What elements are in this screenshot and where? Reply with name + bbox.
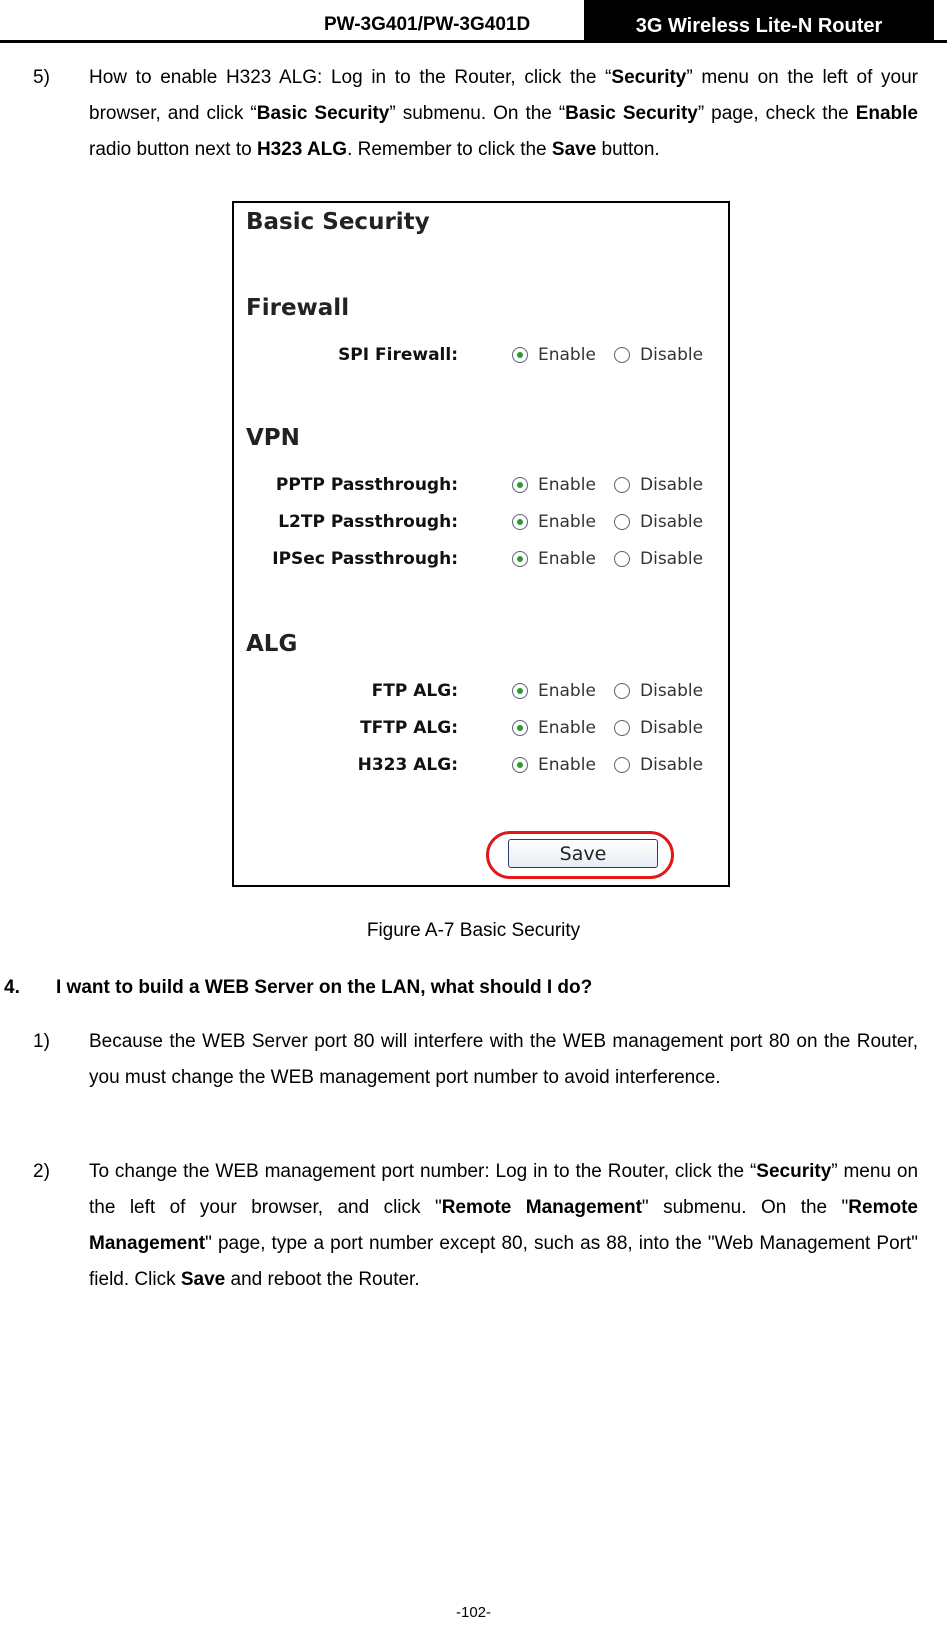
radio-unselected-icon[interactable] (614, 477, 630, 493)
radio-selected-icon[interactable] (512, 683, 528, 699)
radio-selected-icon[interactable] (512, 347, 528, 363)
step-text: How to enable H323 ALG: Log in to the Router, click the “Security” menu on the left of your browser, and click “Basic Security” submenu. On the “Basic Security” page, check the Enable radio button next to H323 ALG. Remember to click the Save button. (89, 67, 918, 160)
figure-page-title: Basic Security (246, 209, 430, 235)
row-h323-alg (234, 751, 728, 781)
disable-radio[interactable]: Disable (614, 681, 703, 701)
page-header (0, 0, 947, 44)
step-number: 1) (33, 1031, 50, 1052)
step-1 (33, 1024, 918, 1096)
section-heading-vpn: VPN (246, 425, 300, 451)
step-2 (33, 1154, 918, 1298)
row-label: H323 ALG: (357, 755, 458, 775)
row-pptp-passthrough (234, 471, 728, 501)
step-text: Because the WEB Server port 80 will interfere with the WEB management port 80 on the Router, you must change the WEB management port number to avoid interference. (89, 1031, 918, 1088)
step-number: 2) (33, 1161, 50, 1182)
enable-radio[interactable]: Enable (512, 681, 596, 701)
radio-unselected-icon[interactable] (614, 514, 630, 530)
row-l2tp-passthrough (234, 508, 728, 538)
disable-radio[interactable]: Disable (614, 549, 703, 569)
enable-radio[interactable]: Enable (512, 755, 596, 775)
page-number: -102- (455, 1604, 492, 1621)
row-ipsec-passthrough (234, 545, 728, 575)
radio-selected-icon[interactable] (512, 551, 528, 567)
disable-radio[interactable]: Disable (614, 718, 703, 738)
radio-unselected-icon[interactable] (614, 683, 630, 699)
step-text: To change the WEB management port number: Log in to the Router, click the “Security” menu on the left of your browser, and click "Remote Management" submenu. On the "Remote Management" page, type a port number except 80, such as 88, into the "Web Management Port" field. Click Save and reboot the Router. (89, 1161, 919, 1290)
step-number: 5) (33, 67, 50, 88)
header-rule (0, 40, 947, 43)
row-label: PPTP Passthrough: (275, 475, 458, 495)
row-label: FTP ALG: (371, 681, 458, 701)
save-button[interactable]: Save (508, 839, 658, 868)
enable-radio[interactable]: Enable (512, 512, 596, 532)
radio-unselected-icon[interactable] (614, 757, 630, 773)
section-heading-firewall: Firewall (246, 295, 350, 321)
row-label: IPSec Passthrough: (272, 549, 458, 569)
radio-selected-icon[interactable] (512, 477, 528, 493)
figure-caption: Figure A-7 Basic Security (366, 920, 581, 941)
header-model: PW-3G401/PW-3G401D (324, 14, 531, 35)
radio-unselected-icon[interactable] (614, 551, 630, 567)
row-spi-firewall (234, 341, 728, 371)
enable-radio[interactable]: Enable (512, 345, 596, 365)
enable-radio[interactable]: Enable (512, 718, 596, 738)
basic-security-screenshot (232, 201, 730, 887)
row-label: SPI Firewall: (338, 345, 458, 365)
enable-radio[interactable]: Enable (512, 475, 596, 495)
disable-radio[interactable]: Disable (614, 512, 703, 532)
disable-radio[interactable]: Disable (614, 755, 703, 775)
step-5 (33, 60, 918, 168)
radio-unselected-icon[interactable] (614, 347, 630, 363)
row-ftp-alg (234, 677, 728, 707)
radio-selected-icon[interactable] (512, 757, 528, 773)
row-label: L2TP Passthrough: (278, 512, 458, 532)
section-heading-alg: ALG (246, 631, 298, 657)
radio-unselected-icon[interactable] (614, 720, 630, 736)
question-text: I want to build a WEB Server on the LAN, what should I do? (56, 977, 593, 998)
header-product-tab: 3G Wireless Lite-N Router (584, 0, 934, 42)
disable-radio[interactable]: Disable (614, 475, 703, 495)
disable-radio[interactable]: Disable (614, 345, 703, 365)
enable-radio[interactable]: Enable (512, 549, 596, 569)
question-number: 4. (4, 977, 20, 998)
row-tftp-alg (234, 714, 728, 744)
radio-selected-icon[interactable] (512, 514, 528, 530)
radio-selected-icon[interactable] (512, 720, 528, 736)
row-label: TFTP ALG: (360, 718, 458, 738)
question-4 (4, 970, 592, 1006)
